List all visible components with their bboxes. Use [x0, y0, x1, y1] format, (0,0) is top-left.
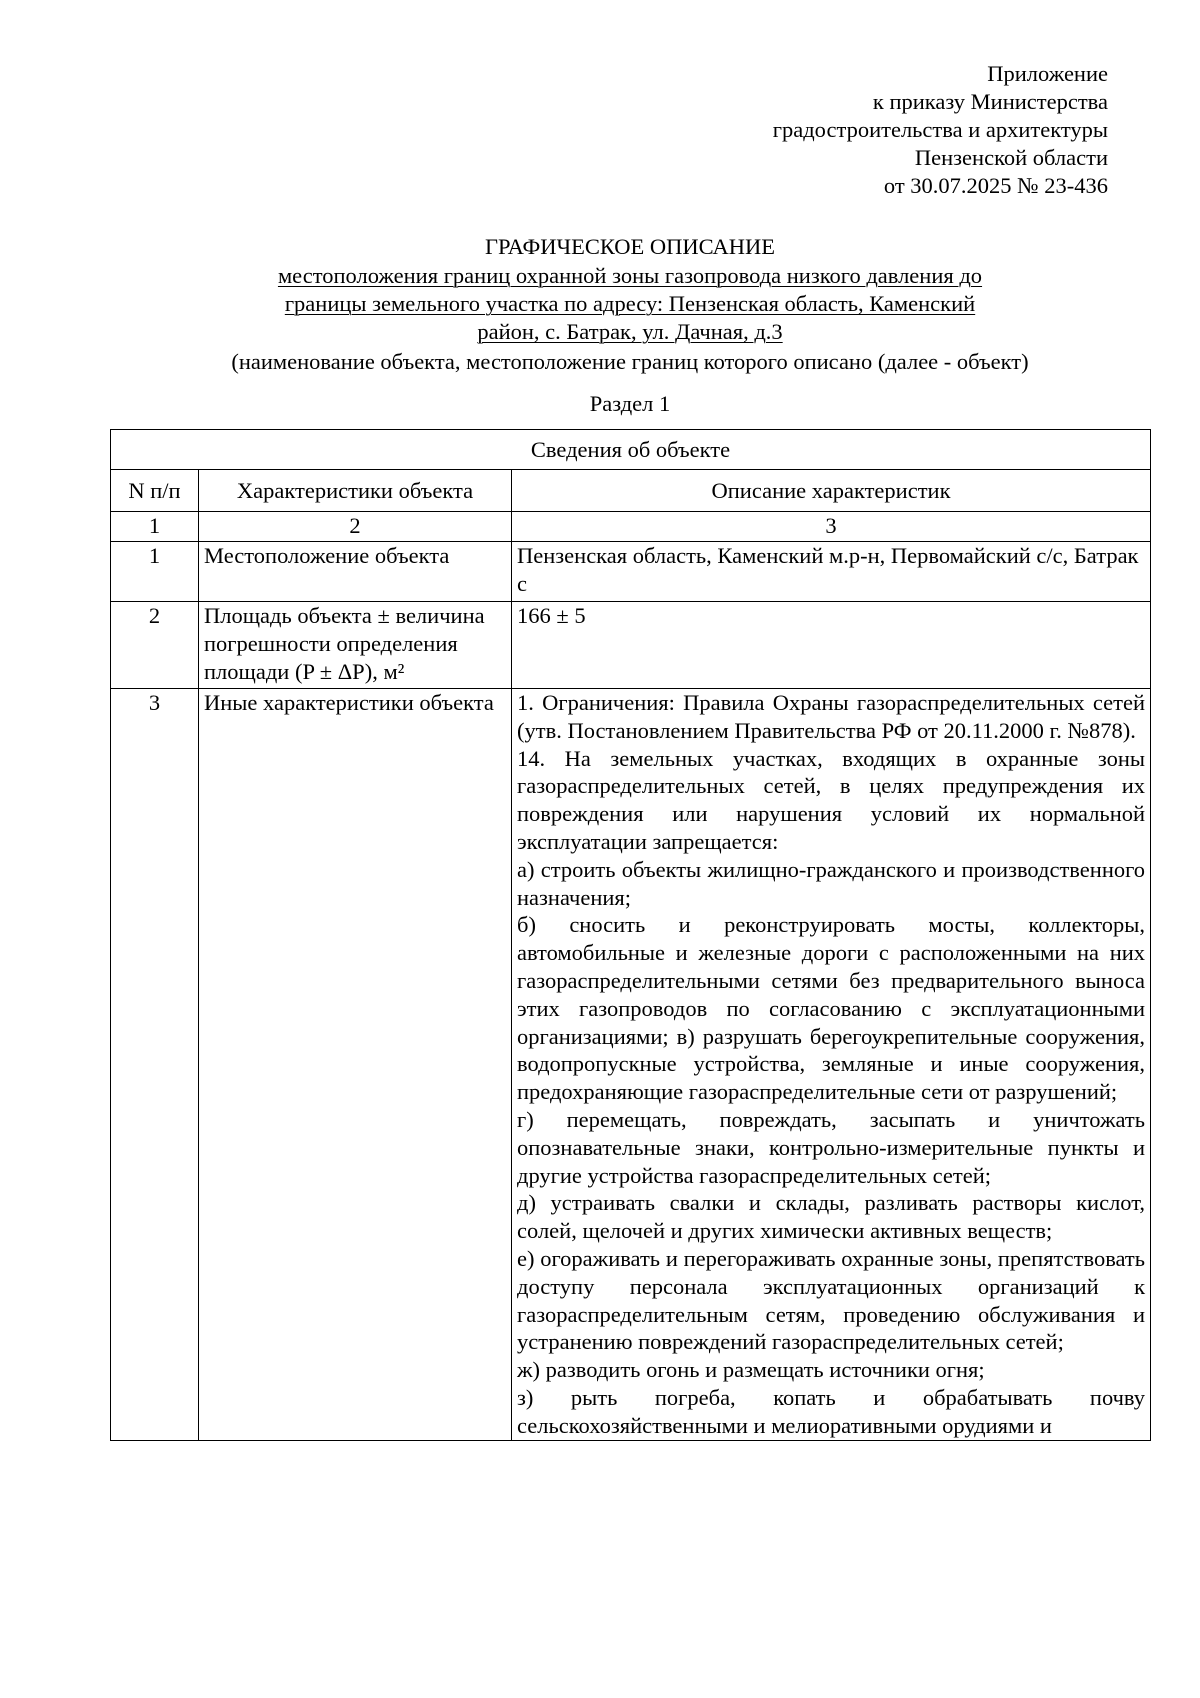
object-caption: (наименование объекта, местоположение границ которого описано (далее - объект)	[231, 349, 1029, 374]
column-number: 2	[199, 512, 512, 542]
row-number: 1	[111, 542, 199, 602]
header-cell: Описание характеристик	[512, 470, 1151, 512]
row-description: 166 ± 5	[512, 602, 1151, 689]
description-paragraph: г) перемещать, повреждать, засыпать и уничтожать опознавательные знаки, контрольно-измерительные пункты и другие устройства газораспределительных сетей;	[517, 1106, 1146, 1188]
row-description	[512, 689, 1151, 1441]
document-title: ГРАФИЧЕСКОЕ ОПИСАНИЕ	[484, 234, 776, 259]
description-paragraph: 1. Ограничения: Правила Охраны газораспределительных сетей (утв. Постановлением Правительства РФ от 20.11.2000 г. №878).	[517, 690, 1146, 743]
heading-block	[110, 232, 1150, 418]
approval-block	[773, 60, 1108, 200]
table-title-row	[111, 430, 1151, 470]
header-cell: N п/п	[111, 470, 199, 512]
row-number: 2	[111, 602, 199, 689]
description-paragraph: з) рыть погреба, копать и обрабатывать почву сельскохозяйственными и мелиоративными орудиями и	[517, 1384, 1146, 1438]
description-paragraph: а) строить объекты жилищно-гражданского и производственного назначения;	[517, 856, 1146, 910]
description-paragraph: 14. На земельных участках, входящих в охранные зоны газораспределительных сетей, в целях предупреждения их повреждения или нарушения условий их нормальной эксплуатации запрещается:	[517, 745, 1146, 854]
description-paragraph: ж) разводить огонь и размещать источники огня;	[517, 1357, 985, 1383]
approval-line: Пензенской области	[914, 145, 1108, 170]
description-paragraph: д) устраивать свалки и склады, разливать растворы кислот, солей, щелочей и других химически активных веществ;	[517, 1190, 1146, 1244]
table-title: Сведения об объекте	[111, 430, 1151, 470]
column-number: 1	[111, 512, 199, 542]
section-title: Раздел 1	[589, 391, 671, 416]
object-name	[110, 262, 1150, 346]
table-row	[111, 689, 1151, 1441]
row-characteristic: Площадь объекта ± величина погрешности определения площади (P ± ΔP), м²	[199, 602, 512, 689]
object-info-table	[110, 429, 1151, 1441]
row-description: Пензенская область, Каменский м.р-н, Первомайский с/с, Батрак с	[512, 542, 1151, 602]
column-number-row	[111, 512, 1151, 542]
row-characteristic: Местоположение объекта	[199, 542, 512, 602]
object-name-line: границы земельного участка по адресу: Пензенская область, Каменский	[284, 291, 976, 316]
approval-line: градостроительства и архитектуры	[772, 117, 1108, 142]
table-header-row	[111, 470, 1151, 512]
approval-line: от 30.07.2025 № 23-436	[883, 173, 1108, 198]
description-paragraph: е) огораживать и перегораживать охранные зоны, препятствовать доступу персонала эксплуатационных организаций к газораспределительным сетям, проведению обслуживания и устранению повреждений газораспределительных сетей;	[517, 1245, 1146, 1355]
object-name-line: местоположения границ охранной зоны газопровода низкого давления до	[277, 263, 983, 288]
table-row	[111, 602, 1151, 689]
approval-line: Приложение	[987, 61, 1108, 86]
object-name-line: район, с. Батрак, ул. Дачная, д.3	[477, 319, 783, 344]
row-number: 3	[111, 689, 199, 1441]
approval-line: к приказу Министерства	[872, 89, 1108, 114]
description-paragraph: б) сносить и реконструировать мосты, коллекторы, автомобильные и железные дороги с расположенными на них газораспределительными сетями без предварительного выноса этих газопроводов по согласованию с эксплуатационными организациями; в) разрушать берегоукрепительные сооружения, водопропускные устройства, земляные и иные сооружения, предохраняющие газораспределительные сети от разрушений;	[517, 912, 1146, 1105]
column-number: 3	[512, 512, 1151, 542]
row-characteristic: Иные характеристики объекта	[199, 689, 512, 1441]
header-cell: Характеристики объекта	[199, 470, 512, 512]
table-row	[111, 542, 1151, 602]
